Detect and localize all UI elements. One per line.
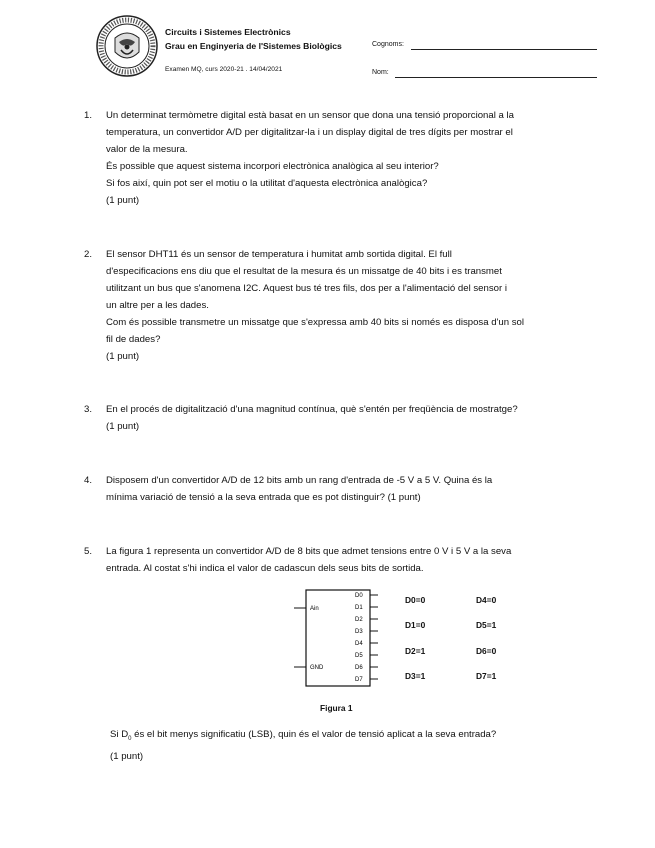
pin-label-d7: D7	[355, 677, 363, 683]
degree-title: Grau en Enginyeria de l'Sistemes Biològics	[165, 41, 342, 51]
ain-label: Ain	[310, 606, 319, 612]
question-line: mínima variació de tensió a la seva entrada que es pot distinguir? (1 punt)	[106, 492, 421, 503]
bit-value: D6=0	[476, 646, 497, 656]
gnd-label: GND	[310, 665, 324, 671]
adc-diagram	[290, 586, 390, 690]
pin-label-d3: D3	[355, 629, 363, 635]
exam-date: Examen MQ, curs 2020-21 . 14/04/2021	[165, 66, 283, 73]
followup-line	[110, 726, 600, 748]
question-line: fil de dades?	[106, 334, 161, 345]
question-4	[84, 472, 594, 506]
question-points: (1 punt)	[106, 195, 140, 206]
question-line: Un determinat termòmetre digital està basat en un sensor que dona una tensió proporcional a la	[106, 110, 514, 121]
question-1	[84, 107, 594, 209]
question-number: 5.	[84, 546, 93, 557]
pin-label-d4: D4	[355, 641, 363, 647]
name-label: Nom:	[372, 69, 389, 76]
question-5	[84, 543, 594, 577]
lsb-subscript: 0	[128, 735, 132, 742]
question-number: 3.	[84, 404, 93, 415]
question-line: d'especificacions ens diu que el resultat de la mesura és un missatge de 40 bits i es transmet	[106, 266, 502, 277]
bit-value: D0=0	[405, 595, 426, 605]
question-number: 4.	[84, 475, 93, 486]
bit-value: D1=0	[405, 620, 426, 630]
question-line: Si fos així, quin pot ser el motiu o la utilitat d'aquesta electrònica analògica?	[106, 178, 428, 189]
question-line: entrada. Al costat s'hi indica el valor de cadascun dels seus bits de sortida.	[106, 563, 424, 574]
bit-value: D7=1	[476, 671, 497, 681]
question-line: un altre per a les dades.	[106, 300, 209, 311]
followup-text-start: Si D	[110, 729, 129, 740]
question-line: En el procés de digitalització d'una magnitud contínua, què s'entén per freqüència de mostratge?	[106, 404, 518, 415]
pin-label-d1: D1	[355, 605, 363, 611]
bit-value: D3=1	[405, 671, 426, 681]
followup-text-end: és el bit menys significatiu (LSB), quin és el valor de tensió aplicat a la seva entrada?	[131, 729, 497, 740]
figure-caption: Figura 1	[320, 703, 353, 713]
question-5-followup	[110, 726, 600, 765]
bit-value: D4=0	[476, 595, 497, 605]
question-line: valor de la mesura.	[106, 144, 188, 155]
question-line: La figura 1 representa un convertidor A/D de 8 bits que admet tensions entre 0 V i 5 V a la seva	[106, 546, 512, 557]
question-points: (1 punt)	[110, 750, 144, 762]
name-field[interactable]	[395, 77, 597, 78]
question-3	[84, 401, 594, 435]
bit-value: D2=1	[405, 646, 426, 656]
question-points: (1 punt)	[106, 421, 140, 432]
question-line: És possible que aquest sistema incorpori electrònica analògica al seu interior?	[106, 161, 439, 172]
question-line: El sensor DHT11 és un sensor de temperatura i humitat amb sortida digital. El full	[106, 249, 452, 260]
question-line: Disposem d'un convertidor A/D de 12 bits amb un rang d'entrada de -5 V a 5 V. Quina és la	[106, 475, 493, 486]
pin-label-d5: D5	[355, 653, 363, 659]
bit-value: D5=1	[476, 620, 497, 630]
question-line: utilitzant un bus que s'anomena I2C. Aquest bus té tres fils, dos per a l'alimentació del sensor i	[106, 283, 507, 294]
surname-field[interactable]	[411, 49, 597, 50]
pin-label-d2: D2	[355, 617, 363, 623]
university-seal-logo	[95, 14, 159, 78]
question-points: (1 punt)	[106, 351, 140, 362]
question-2	[84, 246, 594, 365]
question-line: Com és possible transmetre un missatge que s'expressa amb 40 bits si només es disposa d'un sol	[106, 317, 524, 328]
pin-label-d6: D6	[355, 665, 363, 671]
question-number: 1.	[84, 110, 93, 121]
pin-label-d0: D0	[355, 593, 363, 599]
question-number: 2.	[84, 249, 93, 260]
surname-label: Cognoms:	[372, 41, 404, 48]
question-line: temperatura, un convertidor A/D per digitalitzar-la i un display digital de tres dígits per mostrar el	[106, 127, 513, 138]
course-title: Circuits i Sistemes Electrònics	[165, 27, 291, 37]
